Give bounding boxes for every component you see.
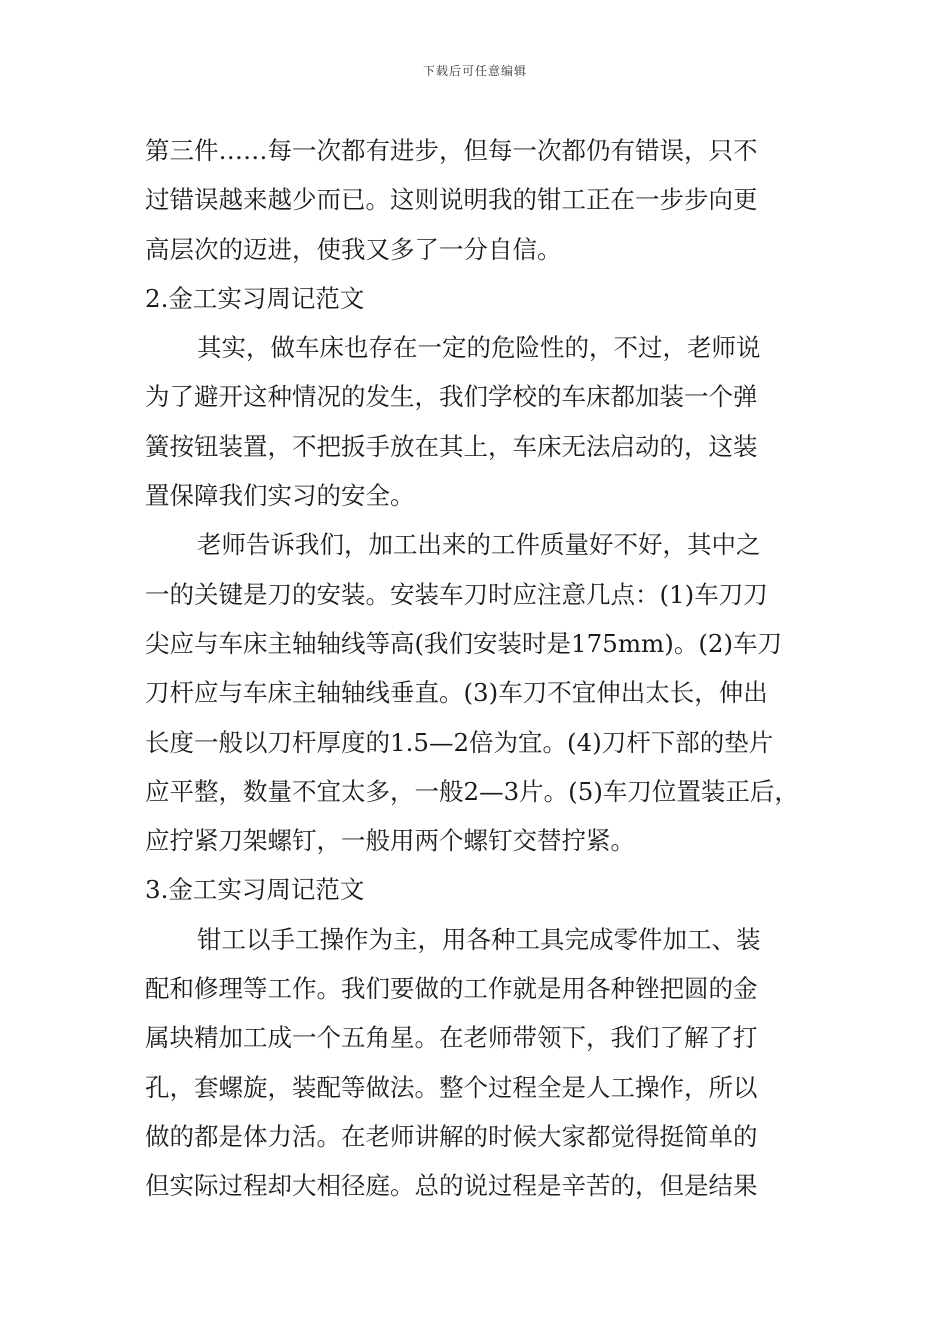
text-line: 属块精加工成一个五角星。在老师带领下，我们了解了打 xyxy=(145,1023,758,1053)
text-line: 为了避开这种情况的发生，我们学校的车床都加装一个弹 xyxy=(145,382,758,412)
text-line: 高层次的迈进，使我又多了一分自信。 xyxy=(145,234,562,264)
text-line: 做的都是体力活。在老师讲解的时候大家都觉得挺简单的 xyxy=(145,1121,758,1151)
document-body xyxy=(145,126,810,1211)
text-line: 尖应与车床主轴轴线等高(我们安装时是175mm)。(2)车刀 xyxy=(145,628,783,658)
text-line: 一的关键是刀的安装。安装车刀时应注意几点：(1)车刀刀 xyxy=(145,579,768,609)
text-line: 过错误越来越少而已。这则说明我的钳工正在一步步向更 xyxy=(145,185,758,215)
text-line: 刀杆应与车床主轴轴线垂直。(3)车刀不宜伸出太长，伸出 xyxy=(145,678,768,708)
text-line: 孔，套螺旋，装配等做法。整个过程全是人工操作，所以 xyxy=(145,1072,758,1102)
text-line: 第三件……每一次都有进步，但每一次都仍有错误，只不 xyxy=(145,136,758,165)
text-line: 长度一般以刀杆厚度的1.5—2倍为宜。(4)刀杆下部的垫片 xyxy=(145,727,774,757)
text-line: 配和修理等工作。我们要做的工作就是用各种锉把圆的金 xyxy=(145,974,758,1004)
section-heading: 3.金工实习周记范文 xyxy=(145,875,365,905)
text-line: 老师告诉我们，加工出来的工件质量好不好，其中之 xyxy=(197,530,761,560)
text-line: 簧按钮装置，不把扳手放在其上，车床无法启动的，这装 xyxy=(145,431,758,461)
text-line: 其实，做车床也存在一定的危险性的，不过，老师说 xyxy=(197,333,761,363)
text-line: 应平整，数量不宜太多，一般2—3片。(5)车刀位置装正后， xyxy=(145,776,799,806)
text-line: 但实际过程却大相径庭。总的说过程是辛苦的，但是结果 xyxy=(145,1171,758,1201)
text-line: 钳工以手工操作为主，用各种工具完成零件加工、装 xyxy=(197,924,761,954)
page-header: 下载后可任意编辑 xyxy=(422,64,527,78)
text-line: 置保障我们实习的安全。 xyxy=(145,481,415,511)
text-line: 应拧紧刀架螺钉，一般用两个螺钉交替拧紧。 xyxy=(145,826,635,856)
section-heading: 2.金工实习周记范文 xyxy=(145,283,365,313)
